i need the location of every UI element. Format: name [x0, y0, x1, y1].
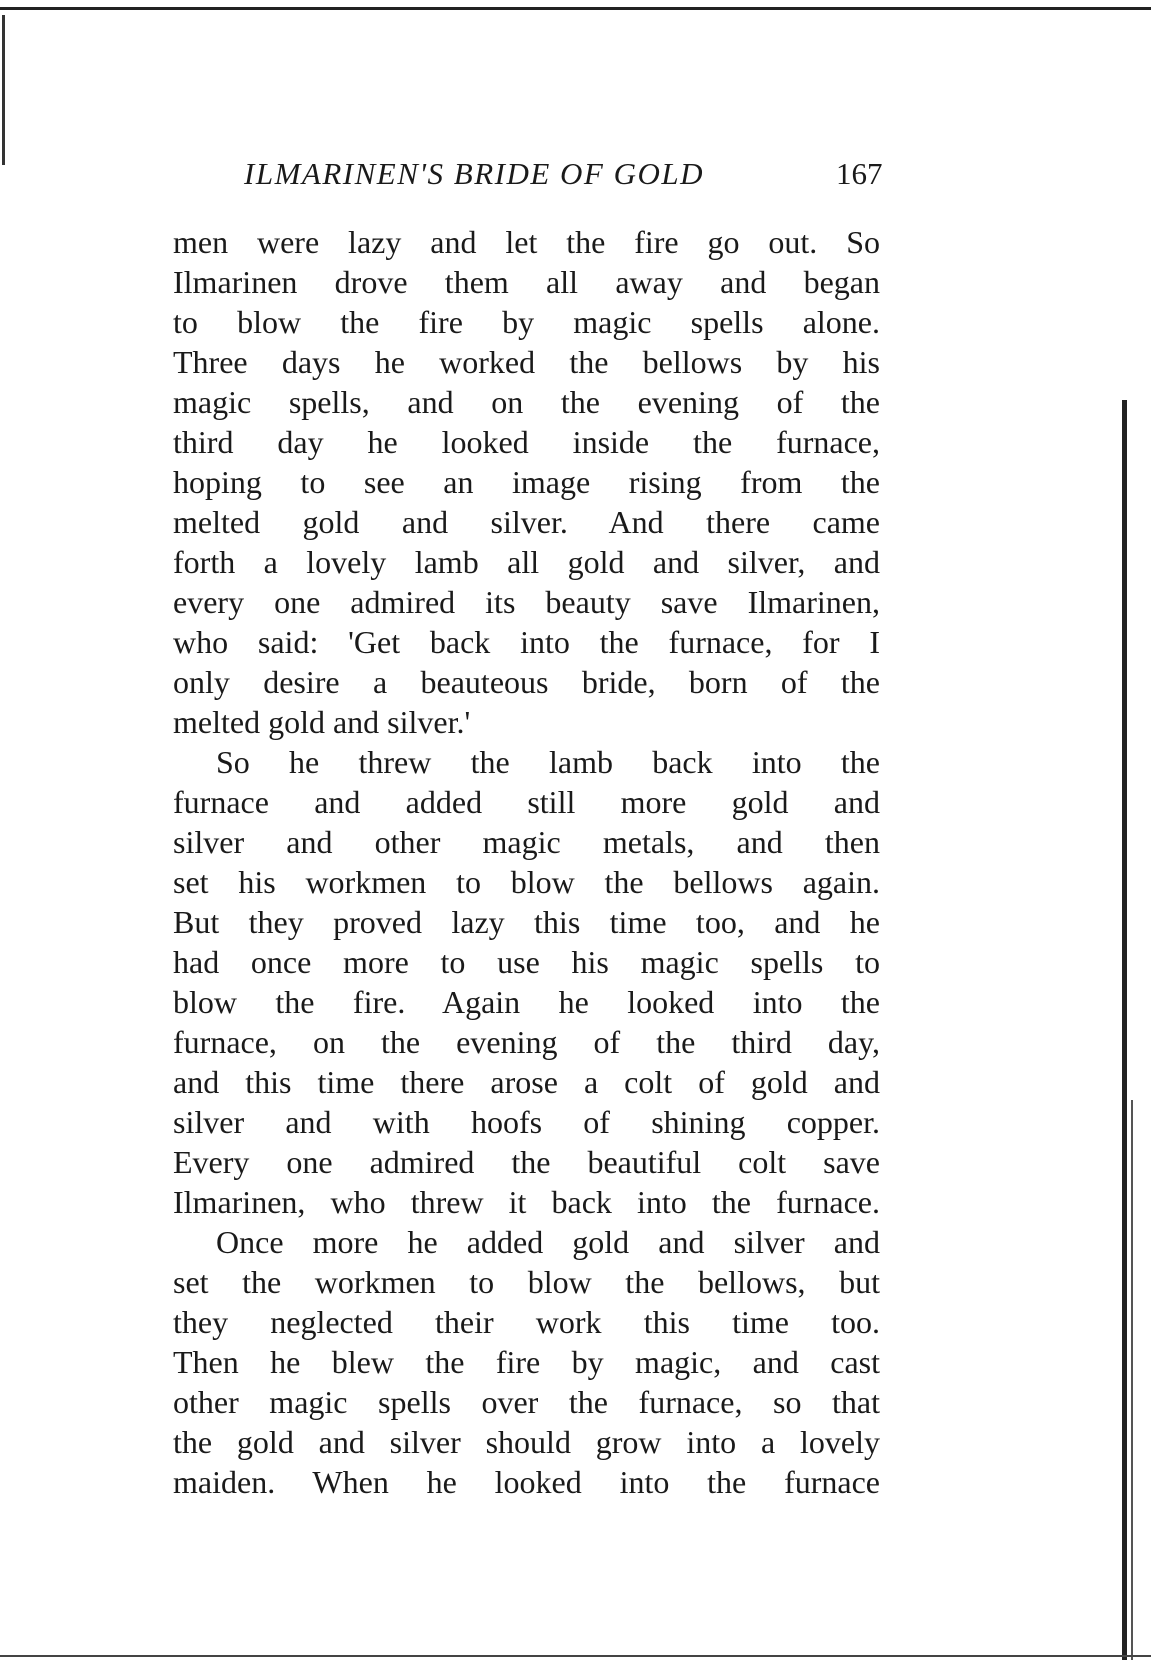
text-line: men were lazy and let the fire go out. So — [173, 224, 880, 260]
text-line: silver and other magic metals, and then — [173, 824, 880, 860]
text-line: maiden. When he looked into the furnace — [173, 1464, 880, 1500]
text-line: Ilmarinen, who threw it back into the furnace. — [173, 1184, 880, 1220]
text-line: to blow the fire by magic spells alone. — [173, 304, 880, 340]
text-line: set his workmen to blow the bellows again. — [173, 864, 880, 900]
body-text — [173, 222, 880, 1502]
scan-edge-right-inner — [1131, 1100, 1133, 1660]
scan-edge-right — [1122, 400, 1127, 1660]
text-line: the gold and silver should grow into a lovely — [173, 1424, 880, 1460]
text-line: magic spells, and on the evening of the — [173, 384, 880, 420]
text-line: furnace and added still more gold and — [173, 784, 880, 820]
text-line: Once more he added gold and silver and — [216, 1224, 880, 1260]
text-line: set the workmen to blow the bellows, but — [173, 1264, 880, 1300]
text-line: silver and with hoofs of shining copper. — [173, 1104, 880, 1140]
text-line: Then he blew the fire by magic, and cast — [173, 1344, 880, 1380]
text-line: But they proved lazy this time too, and he — [173, 904, 880, 940]
text-line: and this time there arose a colt of gold and — [173, 1064, 880, 1100]
running-head-title: ILMARINEN'S BRIDE OF GOLD — [244, 156, 704, 191]
text-line: third day he looked inside the furnace, — [173, 424, 880, 460]
page-number: 167 — [836, 156, 883, 191]
text-line: had once more to use his magic spells to — [173, 944, 880, 980]
text-line: hoping to see an image rising from the — [173, 464, 880, 500]
text-line: Three days he worked the bellows by his — [173, 344, 880, 380]
text-line: every one admired its beauty save Ilmarinen, — [173, 584, 880, 620]
text-line: other magic spells over the furnace, so that — [173, 1384, 880, 1420]
text-line: Ilmarinen drove them all away and began — [173, 264, 880, 300]
text-line: forth a lovely lamb all gold and silver, and — [173, 544, 880, 580]
scan-edge-left — [2, 15, 5, 165]
text-line: So he threw the lamb back into the — [216, 744, 880, 780]
text-line: Every one admired the beautiful colt save — [173, 1144, 880, 1180]
scan-edge-bottom — [0, 1655, 1151, 1657]
text-line: melted gold and silver.' — [173, 704, 471, 740]
text-line: melted gold and silver. And there came — [173, 504, 880, 540]
text-line: they neglected their work this time too. — [173, 1304, 880, 1340]
text-line: furnace, on the evening of the third day, — [173, 1024, 880, 1060]
scan-edge-top — [0, 7, 1151, 10]
text-line: blow the fire. Again he looked into the — [173, 984, 880, 1020]
text-line: who said: 'Get back into the furnace, for I — [173, 624, 880, 660]
text-line: only desire a beauteous bride, born of the — [173, 664, 880, 700]
